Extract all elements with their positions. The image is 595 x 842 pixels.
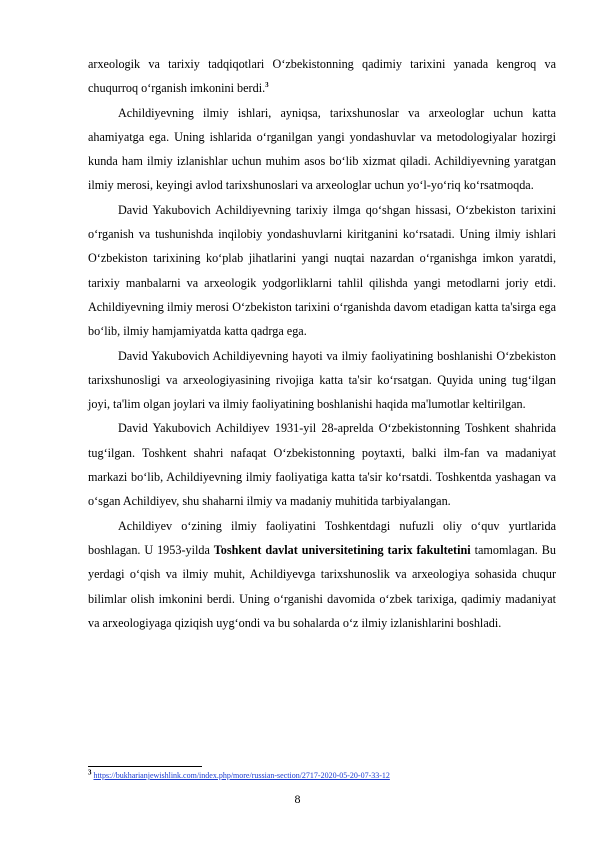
footnote bbox=[88, 768, 556, 781]
footnote-number: 3 bbox=[88, 768, 92, 777]
paragraph-6 bbox=[88, 514, 556, 635]
bold-university-name: Toshkent davlat universitetining tarix fakultetini bbox=[213, 542, 471, 557]
footnote-reference[interactable]: 3 bbox=[265, 81, 269, 90]
paragraph-4: David Yakubovich Achildiyevning hayoti va ilmiy faoliyatining boshlanishi O‘zbekiston tarixshunosligi va arxeologiyasining rivojiga katta ta'sir ko‘rsatgan. Quyida uning tug‘ilgan joyi, ta'lim olgan joylari va ilmiy faoliyatining boshlanishi haqida ma'lumotlar keltirilgan. bbox=[88, 348, 556, 412]
paragraph-5: David Yakubovich Achildiyev 1931-yil 28-aprelda O‘zbekistonning Toshkent shahrida tug‘ilgan. Toshkent shahri nafaqat O‘zbekistonning poytaxti, balki ilm-fan va madaniyat markazi bo‘lib, Achildiyevning ilmiy faoliyatiga katta ta'sir ko‘rsatdi. Toshkentda yashagan va o‘sgan Achildiyev, shu shaharni ilmiy va madaniy muhitida tarbiyalangan. bbox=[88, 421, 556, 509]
paragraph-2: Achildiyevning ilmiy ishlari, ayniqsa, tarixshunoslar va arxeologlar uchun katta ahamiyatga ega. Uning ishlarida o‘rganilgan yangi yondashuvlar va metodologiyalar hozirgi kunda ham ilmiy izlanishlar uchun muhim asos bo‘lib xizmat qiladi. Achildiyevning yaratgan ilmiy merosi, keyingi avlod tarixshunoslari va arxeologlar uchun yo‘l-yo‘riq ko‘rsatmoqda. bbox=[88, 105, 556, 193]
paragraph-3: David Yakubovich Achildiyevning tarixiy ilmga qo‘shgan hissasi, O‘zbekiston tarixini o‘rganish va tushunishda inqilobiy yondashuvlarni kiritganini ko‘rsatadi. Uning ilmiy ishlari O‘zbekiston tarixining ko‘plab jihatlarini yangi nuqtai nazardan o‘rganishga imkon yaratdi, tarixiy manbalarni va arxeologik yodgorliklarni tahlil qilishda yangi metodlarni joriy etdi. Achildiyevning ilmiy merosi O‘zbekiston tarixini o‘rganishda davom etadigan katta ta'sirga ega bo‘lib, ilmiy hamjamiyatda katta qadrga ega. bbox=[88, 202, 556, 339]
paragraph-text: Achildiyev o‘zining ilmiy faoliyatini Toshkentdagi nufuzli oliy o‘quv yurtlarida boshlagan. U 1953-yilda bbox=[88, 518, 556, 557]
footnote-link[interactable]: https://bukharianjewishlink.com/index.php/more/russian-section/2717-2020-05-20-07-33-12 bbox=[93, 771, 390, 780]
paragraph-text: arxeologik va tarixiy tadqiqotlari O‘zbekistonning qadimiy tarixini yanada kengroq va chuqurroq o‘rganish imkonini berdi. bbox=[88, 57, 556, 96]
page-number: 8 bbox=[294, 792, 301, 806]
paragraph-text: tamomlagan. Bu yerdagi o‘qish va ilmiy muhit, Achildiyevga tarixshunoslik va arxeologiya sohasida chuqur bilimlar olish imkonini berdi. Uning o‘rganishi davomida o‘zbek tarixiga, qadimiy madaniyat va arxeologiyaga qiziqish uyg‘ondi va bu sohalarda o‘z ilmiy izlanishlarini boshladi. bbox=[88, 542, 556, 630]
footnote-divider bbox=[88, 766, 202, 767]
body-text bbox=[88, 52, 556, 635]
paragraph-1 bbox=[88, 52, 556, 101]
